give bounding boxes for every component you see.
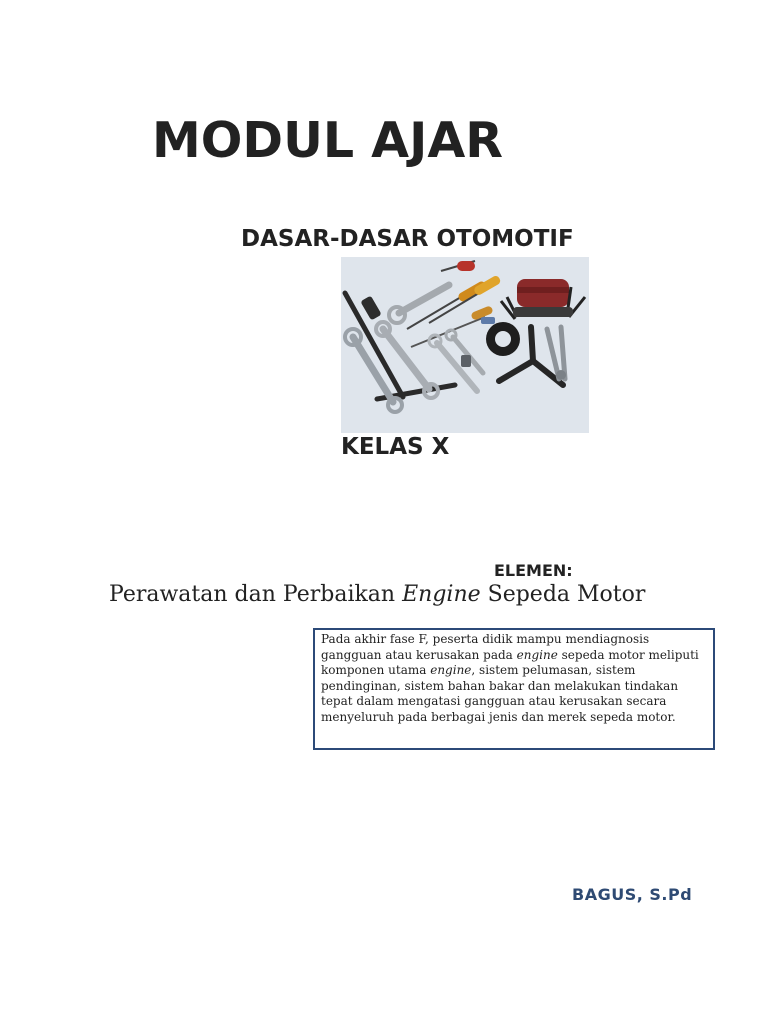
- module-title: MODUL AJAR: [152, 112, 503, 169]
- learning-outcome-text: [321, 632, 707, 726]
- class-label: KELAS X: [341, 434, 450, 460]
- outcome-part3: , sistem pelumasan, sistem pendinginan, sistem bahan bakar dan melakukan tindakan tepat dalam mengatasi gangguan atau kerusakan secara menyeluruh pada berbagai jenis dan merek sepeda motor.: [321, 663, 679, 724]
- spark-plug-icon: [481, 317, 495, 324]
- element-title: [109, 582, 645, 607]
- bolt-icon: [461, 355, 471, 367]
- tools-illustration: [341, 257, 589, 433]
- outcome-part2: sepeda motor meliputi komponen utama: [321, 647, 699, 678]
- element-title-part2: Sepeda Motor: [480, 582, 646, 607]
- tools-photo: [341, 257, 589, 433]
- tape-roll-icon: [486, 322, 520, 356]
- roller-icon: [517, 279, 569, 307]
- subject-title: DASAR-DASAR OTOMOTIF: [241, 226, 574, 252]
- element-label: ELEMEN:: [494, 561, 573, 580]
- element-title-part1: Perawatan dan Perbaikan: [109, 582, 403, 607]
- learning-outcome-box: [313, 628, 715, 750]
- element-title-italic: Engine: [402, 582, 481, 607]
- author-name: BAGUS, S.Pd: [572, 885, 693, 904]
- outcome-italic-2: engine: [430, 663, 472, 678]
- outcome-italic-1: engine: [516, 647, 558, 662]
- outcome-part1: Pada akhir fase F, peserta didik mampu mendiagnosis gangguan atau kerusakan pada: [321, 632, 650, 662]
